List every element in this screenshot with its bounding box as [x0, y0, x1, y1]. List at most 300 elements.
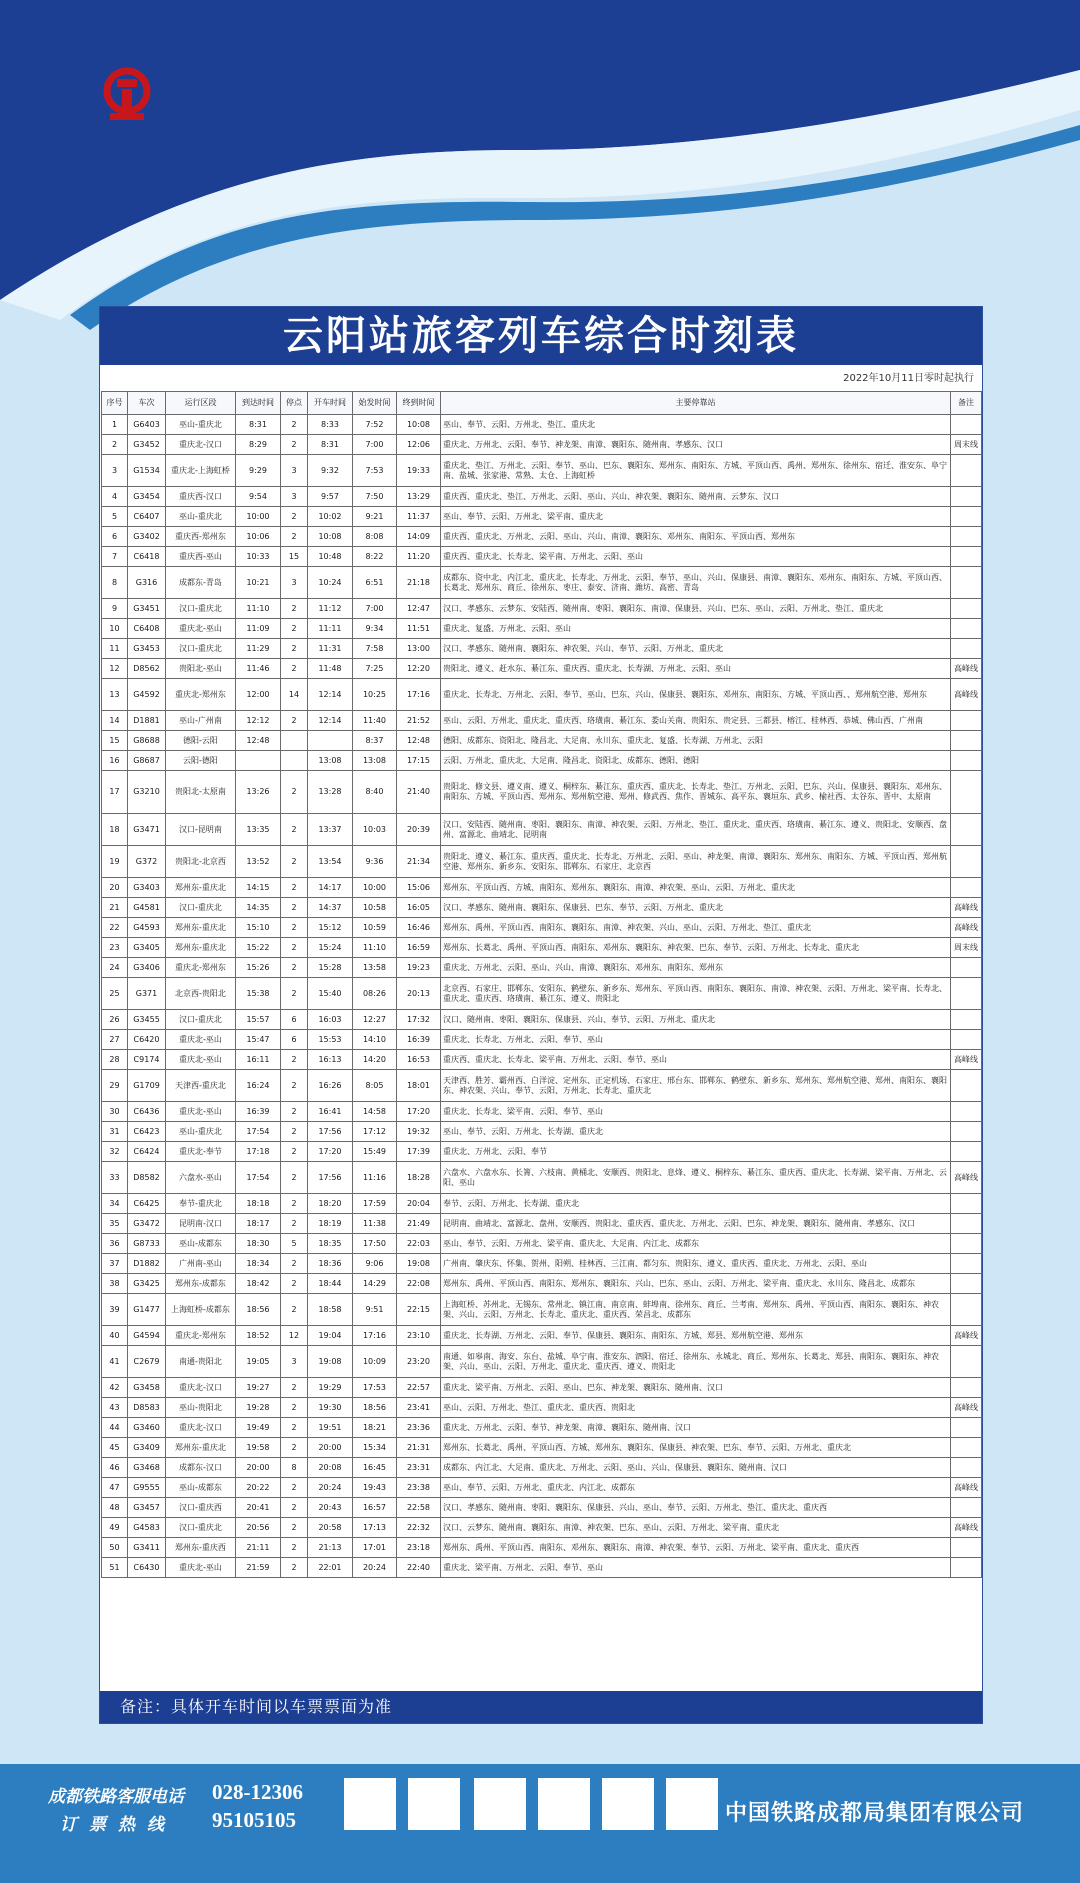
cell-origin-time: 11:40 — [353, 711, 397, 731]
cell-departure: 8:31 — [308, 435, 353, 455]
cell-remark — [951, 731, 982, 751]
table-row — [102, 1378, 982, 1398]
cell-terminal-time: 11:20 — [397, 547, 441, 567]
cell-arrival: 17:54 — [236, 1122, 281, 1142]
cell-stations: 汉口、孝感东、随州南、襄阳东、神农架、兴山、奉节、云阳、万州北、重庆北 — [441, 639, 951, 659]
cell-remark — [951, 814, 982, 846]
cell-no: 38 — [102, 1274, 128, 1294]
cell-train: D1881 — [128, 711, 166, 731]
cell-route: 汉口-重庆北 — [166, 898, 236, 918]
cell-no: 18 — [102, 814, 128, 846]
cell-origin-time: 10:09 — [353, 1346, 397, 1378]
cell-terminal-time: 21:31 — [397, 1438, 441, 1458]
cell-stations: 郑州东、平顶山西、方城、南阳东、郑州东、襄阳东、南漳、神农架、巫山、云阳、万州北、重庆北 — [441, 878, 951, 898]
table-row — [102, 1194, 982, 1214]
cell-train: G3468 — [128, 1458, 166, 1478]
cell-stations: 上海虹桥、苏州北、无锡东、常州北、镇江南、南京南、蚌埠南、徐州东、商丘、兰考南、郑州东、禹州、平顶山西、南阳东、襄阳东、神农架、兴山、云阳、万州北、长寿北、重庆北、重庆西、荣昌北、成都东 — [441, 1294, 951, 1326]
cell-origin-time: 15:34 — [353, 1438, 397, 1458]
cell-no: 31 — [102, 1122, 128, 1142]
cell-train: G3403 — [128, 878, 166, 898]
cell-arrival: 10:06 — [236, 527, 281, 547]
table-row — [102, 455, 982, 487]
cell-stop: 2 — [281, 619, 308, 639]
cell-route: 重庆北-郑州东 — [166, 1326, 236, 1346]
table-row — [102, 1214, 982, 1234]
cell-remark — [951, 639, 982, 659]
cell-stations: 郑州东、长葛北、禹州、平顶山西、方城、郑州东、襄阳东、保康县、神农架、巴东、奉节、云阳、万州北、重庆北 — [441, 1438, 951, 1458]
cell-remark — [951, 1142, 982, 1162]
cell-route: 北京西-贵阳北 — [166, 978, 236, 1010]
cell-terminal-time: 17:32 — [397, 1010, 441, 1030]
table-row — [102, 1518, 982, 1538]
cell-terminal-time: 18:01 — [397, 1070, 441, 1102]
cell-route: 重庆北-巫山 — [166, 1558, 236, 1578]
cell-terminal-time: 12:20 — [397, 659, 441, 679]
cell-remark — [951, 599, 982, 619]
table-row — [102, 1558, 982, 1578]
cell-departure: 22:01 — [308, 1558, 353, 1578]
cell-terminal-time: 22:57 — [397, 1378, 441, 1398]
cell-origin-time: 7:52 — [353, 415, 397, 435]
table-row — [102, 938, 982, 958]
cell-arrival: 18:34 — [236, 1254, 281, 1274]
cell-arrival: 16:39 — [236, 1102, 281, 1122]
cell-terminal-time: 22:58 — [397, 1498, 441, 1518]
cell-terminal-time: 14:09 — [397, 527, 441, 547]
cell-arrival: 15:26 — [236, 958, 281, 978]
cell-no: 30 — [102, 1102, 128, 1122]
cell-terminal-time: 22:08 — [397, 1274, 441, 1294]
cell-origin-time: 11:10 — [353, 938, 397, 958]
qr-code-icon — [602, 1778, 654, 1830]
cell-stations: 德阳、成都东、资阳北、隆昌北、大足南、永川东、重庆北、复盛、长寿湖、万州北、云阳 — [441, 731, 951, 751]
cell-departure: 19:51 — [308, 1418, 353, 1438]
cell-terminal-time: 12:06 — [397, 435, 441, 455]
cell-stations: 昆明南、曲靖北、富源北、盘州、安顺西、贵阳北、重庆西、重庆北、万州北、云阳、巴东、神龙架、襄阳东、随州南、孝感东、汉口 — [441, 1214, 951, 1234]
cell-departure: 10:48 — [308, 547, 353, 567]
cell-arrival: 19:49 — [236, 1418, 281, 1438]
table-row — [102, 547, 982, 567]
cell-departure: 19:29 — [308, 1378, 353, 1398]
cell-arrival: 16:24 — [236, 1070, 281, 1102]
cell-remark — [951, 1234, 982, 1254]
cell-terminal-time: 21:34 — [397, 846, 441, 878]
cell-arrival: 20:41 — [236, 1498, 281, 1518]
cell-stop — [281, 751, 308, 771]
cell-origin-time: 16:45 — [353, 1458, 397, 1478]
cell-no: 26 — [102, 1010, 128, 1030]
cell-stop: 2 — [281, 1418, 308, 1438]
cell-stations: 重庆北、万州北、云阳、奉节、神龙架、南漳、襄阳东、随州南、汉口 — [441, 1418, 951, 1438]
cell-route: 重庆北-奉节 — [166, 1142, 236, 1162]
cell-departure: 11:31 — [308, 639, 353, 659]
cell-route: 巫山-重庆北 — [166, 1122, 236, 1142]
cell-departure: 16:13 — [308, 1050, 353, 1070]
cell-stations: 重庆北、长寿北、梁平南、云阳、奉节、巫山 — [441, 1102, 951, 1122]
cell-arrival: 21:11 — [236, 1538, 281, 1558]
cell-arrival: 20:22 — [236, 1478, 281, 1498]
table-row — [102, 659, 982, 679]
cell-train: G3210 — [128, 771, 166, 814]
cell-terminal-time: 19:23 — [397, 958, 441, 978]
cell-train: G4594 — [128, 1326, 166, 1346]
cell-origin-time: 10:59 — [353, 918, 397, 938]
table-row — [102, 1326, 982, 1346]
cell-stations: 巫山、奉节、云阳、万州北、垫江、重庆北 — [441, 415, 951, 435]
cell-remark — [951, 1030, 982, 1050]
cell-remark — [951, 751, 982, 771]
cell-stop: 2 — [281, 898, 308, 918]
cell-train: C6425 — [128, 1194, 166, 1214]
cell-arrival: 18:18 — [236, 1194, 281, 1214]
cell-origin-time: 9:34 — [353, 619, 397, 639]
cell-train: G4593 — [128, 918, 166, 938]
cell-origin-time: 9:51 — [353, 1294, 397, 1326]
cell-arrival: 13:35 — [236, 814, 281, 846]
cell-no: 25 — [102, 978, 128, 1010]
cell-stations: 汉口、孝感东、云梦东、安陆西、随州南、枣阳、襄阳东、南漳、保康县、兴山、巴东、巫山、云阳、万州北、垫江、重庆北 — [441, 599, 951, 619]
cell-terminal-time: 21:52 — [397, 711, 441, 731]
cell-train: G3406 — [128, 958, 166, 978]
cell-departure: 18:36 — [308, 1254, 353, 1274]
cell-stop: 2 — [281, 1274, 308, 1294]
cell-stop: 2 — [281, 938, 308, 958]
booking-label: 订票热线 — [60, 1815, 176, 1835]
col-header-departure: 开车时间 — [308, 392, 353, 415]
cell-origin-time: 7:53 — [353, 455, 397, 487]
cell-stop: 2 — [281, 1478, 308, 1498]
cell-origin-time: 17:01 — [353, 1538, 397, 1558]
cell-no: 50 — [102, 1538, 128, 1558]
cell-route: 重庆西-汉口 — [166, 487, 236, 507]
cell-remark — [951, 1122, 982, 1142]
cell-departure: 18:44 — [308, 1274, 353, 1294]
ticket-note: 备注：具体开车时间以车票票面为准 — [120, 1697, 393, 1716]
cell-route: 郑州东-重庆北 — [166, 918, 236, 938]
cell-no: 9 — [102, 599, 128, 619]
cell-no: 8 — [102, 567, 128, 599]
cell-train: G3411 — [128, 1538, 166, 1558]
table-row — [102, 1070, 982, 1102]
cell-route: 重庆北-郑州东 — [166, 958, 236, 978]
cell-remark — [951, 1254, 982, 1274]
cell-arrival: 18:56 — [236, 1294, 281, 1326]
cell-stop: 2 — [281, 878, 308, 898]
cell-route: 成都东-汉口 — [166, 1458, 236, 1478]
cell-departure: 12:14 — [308, 711, 353, 731]
cell-origin-time: 8:08 — [353, 527, 397, 547]
table-row — [102, 1478, 982, 1498]
cell-arrival: 14:15 — [236, 878, 281, 898]
cell-origin-time: 8:05 — [353, 1070, 397, 1102]
table-row — [102, 1102, 982, 1122]
cell-no: 37 — [102, 1254, 128, 1274]
cell-train: C6420 — [128, 1030, 166, 1050]
cell-train: G4581 — [128, 898, 166, 918]
cell-arrival: 17:54 — [236, 1162, 281, 1194]
cell-stop: 2 — [281, 1398, 308, 1418]
table-row — [102, 1458, 982, 1478]
cell-stop: 15 — [281, 547, 308, 567]
cell-route: 昆明南-汉口 — [166, 1214, 236, 1234]
cell-route: 德阳-云阳 — [166, 731, 236, 751]
cell-departure: 16:26 — [308, 1070, 353, 1102]
cell-arrival: 15:38 — [236, 978, 281, 1010]
cell-train: G3457 — [128, 1498, 166, 1518]
cell-train: G8688 — [128, 731, 166, 751]
cell-terminal-time: 21:49 — [397, 1214, 441, 1234]
cell-stations: 重庆北、长寿湖、万州北、云阳、奉节、保康县、襄阳东、南阳东、方城、郑县、郑州航空港、郑州东 — [441, 1326, 951, 1346]
cell-origin-time: 18:56 — [353, 1398, 397, 1418]
cell-origin-time: 11:38 — [353, 1214, 397, 1234]
cell-origin-time: 17:50 — [353, 1234, 397, 1254]
cell-stop: 2 — [281, 1378, 308, 1398]
cell-arrival: 12:48 — [236, 731, 281, 751]
cell-train: D8562 — [128, 659, 166, 679]
cell-remark — [951, 547, 982, 567]
cell-no: 33 — [102, 1162, 128, 1194]
cell-remark — [951, 1102, 982, 1122]
cell-origin-time: 13:08 — [353, 751, 397, 771]
cell-origin-time: 20:24 — [353, 1558, 397, 1578]
cell-remark — [951, 1498, 982, 1518]
cell-stop: 2 — [281, 415, 308, 435]
cell-origin-time: 10:03 — [353, 814, 397, 846]
cell-stop: 2 — [281, 978, 308, 1010]
cell-stop: 2 — [281, 1294, 308, 1326]
cell-origin-time: 9:06 — [353, 1254, 397, 1274]
table-row — [102, 1498, 982, 1518]
table-row — [102, 1294, 982, 1326]
cell-origin-time: 18:21 — [353, 1418, 397, 1438]
cell-remark — [951, 958, 982, 978]
cell-remark: 周末线 — [951, 938, 982, 958]
booking-number: 95105105 — [212, 1808, 296, 1832]
cell-terminal-time: 19:32 — [397, 1122, 441, 1142]
cell-origin-time: 9:21 — [353, 507, 397, 527]
cell-stop: 2 — [281, 639, 308, 659]
cell-stations: 郑州东、禹州、平顶山西、南阳东、邓州东、襄阳东、南漳、神农架、奉节、云阳、万州北、梁平南、重庆北、重庆西 — [441, 1538, 951, 1558]
cell-stop: 2 — [281, 1538, 308, 1558]
cell-route: 重庆北-汉口 — [166, 435, 236, 455]
cell-route: 成都东-青岛 — [166, 567, 236, 599]
cell-stop: 2 — [281, 1142, 308, 1162]
cell-origin-time: 7:58 — [353, 639, 397, 659]
cell-stop: 6 — [281, 1010, 308, 1030]
cell-stations: 汉口、随州南、枣阳、襄阳东、保康县、兴山、奉节、云阳、万州北、重庆北 — [441, 1010, 951, 1030]
cell-stations: 巫山、云阳、万州北、垫江、重庆北、重庆西、贵阳北 — [441, 1398, 951, 1418]
cell-departure: 17:56 — [308, 1162, 353, 1194]
cell-arrival: 16:11 — [236, 1050, 281, 1070]
cell-route: 重庆北-巫山 — [166, 1102, 236, 1122]
cell-remark: 高峰线 — [951, 1162, 982, 1194]
table-row — [102, 415, 982, 435]
cell-origin-time: 7:25 — [353, 659, 397, 679]
cell-train: G3460 — [128, 1418, 166, 1438]
cell-stations: 重庆北、万州北、云阳、奉节 — [441, 1142, 951, 1162]
cell-train: G372 — [128, 846, 166, 878]
cell-terminal-time: 20:13 — [397, 978, 441, 1010]
cell-departure: 10:08 — [308, 527, 353, 547]
cell-departure: 11:48 — [308, 659, 353, 679]
cell-arrival: 11:29 — [236, 639, 281, 659]
cell-terminal-time: 17:15 — [397, 751, 441, 771]
cell-origin-time: 8:37 — [353, 731, 397, 751]
cell-arrival: 9:54 — [236, 487, 281, 507]
cell-origin-time: 8:40 — [353, 771, 397, 814]
cell-route: 上海虹桥-成都东 — [166, 1294, 236, 1326]
cell-departure: 8:33 — [308, 415, 353, 435]
qr-code-icon — [538, 1778, 590, 1830]
cell-train: G316 — [128, 567, 166, 599]
cell-route: 巫山-成都东 — [166, 1478, 236, 1498]
cell-arrival: 12:00 — [236, 679, 281, 711]
cell-arrival: 9:29 — [236, 455, 281, 487]
cell-arrival: 21:59 — [236, 1558, 281, 1578]
cell-terminal-time: 12:48 — [397, 731, 441, 751]
table-header-row — [102, 392, 982, 415]
cell-route: 广州南-巫山 — [166, 1254, 236, 1274]
cell-route: 贵阳北-巫山 — [166, 659, 236, 679]
cell-stations: 天津西、胜芳、霸州西、白洋淀、定州东、正定机场、石家庄、邢台东、邯郸东、鹤壁东、新乡东、郑州东、郑州航空港、郑州、南阳东、襄阳东、神农架、兴山、奉节、云阳、万州北、长寿北、重庆北 — [441, 1070, 951, 1102]
cell-no: 4 — [102, 487, 128, 507]
cell-stations: 南通、如皋南、海安、东台、盐城、阜宁南、淮安东、泗阳、宿迁、徐州东、永城北、商丘、郑州东、长葛北、郑县、南阳东、襄阳东、神农架、兴山、巫山、云阳、万州北、重庆北、重庆西、遵义、贵阳北 — [441, 1346, 951, 1378]
cell-stations: 六盘水、六盘水东、长箐、六枝南、黄桶北、安顺西、贵阳北、息烽、遵义、桐梓东、綦江东、重庆西、重庆北、长寿湖、梁平南、万州北、云阳、巫山 — [441, 1162, 951, 1194]
col-header-stations: 主要停靠站 — [441, 392, 951, 415]
cell-terminal-time: 22:15 — [397, 1294, 441, 1326]
cell-no: 19 — [102, 846, 128, 878]
cell-route: 巫山-广州南 — [166, 711, 236, 731]
cell-no: 41 — [102, 1346, 128, 1378]
cell-arrival: 18:17 — [236, 1214, 281, 1234]
qr-code-icon — [408, 1778, 460, 1830]
cell-stations: 巫山、奉节、云阳、万州北、重庆北、内江北、成都东 — [441, 1478, 951, 1498]
cell-remark — [951, 846, 982, 878]
cell-stop: 5 — [281, 1234, 308, 1254]
cell-train: G1477 — [128, 1294, 166, 1326]
cell-stop: 2 — [281, 771, 308, 814]
cell-remark: 高峰线 — [951, 679, 982, 711]
cell-stations: 重庆北、垫江、万州北、云阳、奉节、巫山、巴东、襄阳东、郑州东、南阳东、方城、平顶山西、禹州、郑州东、徐州东、宿迁、淮安东、阜宁南、盐城、张家港、常熟、太仓、上海虹桥 — [441, 455, 951, 487]
cell-remark — [951, 711, 982, 731]
cell-terminal-time: 21:18 — [397, 567, 441, 599]
cell-no: 10 — [102, 619, 128, 639]
table-row — [102, 1418, 982, 1438]
cell-no: 2 — [102, 435, 128, 455]
cell-remark: 高峰线 — [951, 1518, 982, 1538]
cell-no: 13 — [102, 679, 128, 711]
cell-remark — [951, 1438, 982, 1458]
cell-stop: 2 — [281, 711, 308, 731]
cell-route: 重庆北-汉口 — [166, 1378, 236, 1398]
cell-arrival: 14:35 — [236, 898, 281, 918]
cell-stations: 重庆北、万州北、云阳、奉节、神龙架、南漳、襄阳东、随州南、孝感东、汉口 — [441, 435, 951, 455]
col-header-origin-time: 始发时间 — [353, 392, 397, 415]
cell-train: D8582 — [128, 1162, 166, 1194]
cell-departure: 9:57 — [308, 487, 353, 507]
table-row — [102, 958, 982, 978]
cell-remark — [951, 878, 982, 898]
table-row — [102, 599, 982, 619]
cell-stations: 贵阳北、遵义、赶水东、綦江东、重庆西、重庆北、长寿湖、万州北、云阳、巫山 — [441, 659, 951, 679]
cell-remark: 高峰线 — [951, 1326, 982, 1346]
cell-departure: 19:08 — [308, 1346, 353, 1378]
cell-train: G3458 — [128, 1378, 166, 1398]
cell-stations: 郑州东、长葛北、禹州、平顶山西、南阳东、邓州东、襄阳东、神农架、巴东、奉节、云阳、万州北、长寿北、重庆北 — [441, 938, 951, 958]
cell-remark — [951, 487, 982, 507]
cell-departure: 18:20 — [308, 1194, 353, 1214]
cell-origin-time: 14:20 — [353, 1050, 397, 1070]
cell-stop: 12 — [281, 1326, 308, 1346]
cell-stop: 2 — [281, 1254, 308, 1274]
cell-stations: 重庆西、重庆北、万州北、云阳、巫山、兴山、南漳、襄阳东、邓州东、南阳东、平顶山西、郑州东 — [441, 527, 951, 547]
timetable-board — [99, 306, 983, 1724]
cell-no: 27 — [102, 1030, 128, 1050]
cell-no: 36 — [102, 1234, 128, 1254]
cell-arrival: 12:12 — [236, 711, 281, 731]
table-row — [102, 435, 982, 455]
qr-code-icon — [474, 1778, 526, 1830]
cell-departure: 19:30 — [308, 1398, 353, 1418]
cell-no: 3 — [102, 455, 128, 487]
cell-route: 重庆北-汉口 — [166, 1418, 236, 1438]
cell-arrival: 11:09 — [236, 619, 281, 639]
table-row — [102, 639, 982, 659]
cell-arrival: 15:10 — [236, 918, 281, 938]
cell-train: C6408 — [128, 619, 166, 639]
cell-origin-time: 17:12 — [353, 1122, 397, 1142]
cell-departure: 14:37 — [308, 898, 353, 918]
cell-no: 45 — [102, 1438, 128, 1458]
cell-stop: 3 — [281, 567, 308, 599]
hotline-number: 028-12306 — [212, 1780, 303, 1804]
cell-remark — [951, 1346, 982, 1378]
cell-terminal-time: 13:00 — [397, 639, 441, 659]
cell-arrival: 15:22 — [236, 938, 281, 958]
cell-no: 43 — [102, 1398, 128, 1418]
cell-no: 32 — [102, 1142, 128, 1162]
cell-stop: 2 — [281, 958, 308, 978]
cell-stations: 成都东、内江北、大足南、重庆北、万州北、云阳、巫山、兴山、保康县、襄阳东、随州南、汉口 — [441, 1458, 951, 1478]
cell-stop: 2 — [281, 659, 308, 679]
cell-stations: 巫山、奉节、云阳、万州北、梁平南、重庆北、大足南、内江北、成都东 — [441, 1234, 951, 1254]
cell-departure: 20:00 — [308, 1438, 353, 1458]
cell-train: G1534 — [128, 455, 166, 487]
table-row — [102, 731, 982, 751]
cell-remark — [951, 1274, 982, 1294]
cell-train: C6436 — [128, 1102, 166, 1122]
cell-remark: 高峰线 — [951, 1478, 982, 1498]
cell-stations: 贵阳北、遵义、綦江东、重庆西、重庆北、长寿北、万州北、云阳、巫山、神龙架、南漳、襄阳东、郑州东、南阳东、方城、平顶山西、郑州航空港、郑州东、新乡东、安阳东、邯郸东、石家庄、北京西 — [441, 846, 951, 878]
cell-stations: 奉节、云阳、万州北、长寿湖、重庆北 — [441, 1194, 951, 1214]
table-row — [102, 1010, 982, 1030]
cell-terminal-time: 23:18 — [397, 1538, 441, 1558]
cell-departure: 15:24 — [308, 938, 353, 958]
cell-arrival: 19:58 — [236, 1438, 281, 1458]
cell-stop: 2 — [281, 1518, 308, 1538]
cell-train: G6403 — [128, 415, 166, 435]
cell-stop: 2 — [281, 1194, 308, 1214]
cell-origin-time: 11:16 — [353, 1162, 397, 1194]
cell-terminal-time: 16:05 — [397, 898, 441, 918]
cell-departure: 9:32 — [308, 455, 353, 487]
cell-route: 巫山-成都东 — [166, 1234, 236, 1254]
cell-origin-time: 8:22 — [353, 547, 397, 567]
cell-route: 郑州东-成都东 — [166, 1274, 236, 1294]
cell-no: 23 — [102, 938, 128, 958]
cell-no: 21 — [102, 898, 128, 918]
cell-origin-time: 17:53 — [353, 1378, 397, 1398]
